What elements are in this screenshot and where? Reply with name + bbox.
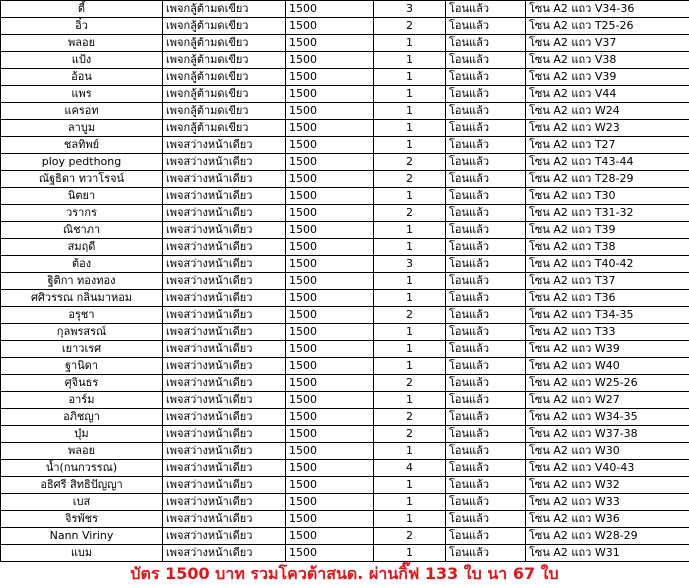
seat-cell[interactable]: โซน A2 แถว T38 (526, 239, 689, 256)
customer-name-cell[interactable]: ต้อง (1, 256, 163, 273)
page-name-cell[interactable]: เพจสว่างหน้าเดียว (163, 239, 286, 256)
quantity-cell[interactable]: 4 (374, 460, 446, 477)
quantity-cell[interactable]: 3 (374, 256, 446, 273)
page-name-cell[interactable]: เพจกลู้ต้ามดเขียว (163, 35, 286, 52)
price-cell[interactable]: 1500 (286, 188, 374, 205)
payment-status-cell[interactable]: โอนแล้ว (446, 443, 526, 460)
customer-name-cell[interactable]: ตี้ (1, 1, 163, 18)
price-cell[interactable]: 1500 (286, 545, 374, 562)
quantity-cell[interactable]: 2 (374, 409, 446, 426)
price-cell[interactable]: 1500 (286, 307, 374, 324)
quantity-cell[interactable]: 1 (374, 273, 446, 290)
seat-cell[interactable]: โซน A2 แถว W32 (526, 477, 689, 494)
payment-status-cell[interactable]: โอนแล้ว (446, 222, 526, 239)
quantity-cell[interactable]: 1 (374, 392, 446, 409)
customer-name-cell[interactable]: ลาบูม (1, 120, 163, 137)
table-row (1, 18, 689, 35)
payment-status-cell[interactable]: โอนแล้ว (446, 103, 526, 120)
page-name-cell[interactable]: เพจสว่างหน้าเดียว (163, 392, 286, 409)
price-cell[interactable]: 1500 (286, 171, 374, 188)
payment-status-cell[interactable]: โอนแล้ว (446, 545, 526, 562)
customer-name-cell[interactable]: พลอย (1, 443, 163, 460)
quantity-cell[interactable]: 1 (374, 137, 446, 154)
page-name-cell[interactable]: เพจสว่างหน้าเดียว (163, 205, 286, 222)
price-cell[interactable]: 1500 (286, 494, 374, 511)
payment-status-cell[interactable]: โอนแล้ว (446, 528, 526, 545)
page-name-cell[interactable]: เพจสว่างหน้าเดียว (163, 137, 286, 154)
price-cell[interactable]: 1500 (286, 18, 374, 35)
table-row (1, 35, 689, 52)
seat-cell[interactable]: โซน A2 แถว T28-29 (526, 171, 689, 188)
customer-name-cell[interactable]: บุ๋ม (1, 426, 163, 443)
payment-status-cell[interactable]: โอนแล้ว (446, 188, 526, 205)
table-row (1, 426, 689, 443)
customer-name-cell[interactable]: นิตยา (1, 188, 163, 205)
seat-cell[interactable]: โซน A2 แถว V44 (526, 86, 689, 103)
table-row (1, 120, 689, 137)
customer-name-cell[interactable]: กุลพรสรณ์ (1, 324, 163, 341)
table-row (1, 69, 689, 86)
seat-cell[interactable]: โซน A2 แถว W23 (526, 120, 689, 137)
price-cell[interactable]: 1500 (286, 69, 374, 86)
page-name-cell[interactable]: เพจสว่างหน้าเดียว (163, 477, 286, 494)
table-row (1, 375, 689, 392)
customer-name-cell[interactable]: ศศิวรรณ กลิ่นมาหอม (1, 290, 163, 307)
quantity-cell[interactable]: 1 (374, 222, 446, 239)
table-row (1, 409, 689, 426)
price-cell[interactable]: 1500 (286, 1, 374, 18)
price-cell[interactable]: 1500 (286, 358, 374, 375)
page-name-cell[interactable]: เพจสว่างหน้าเดียว (163, 511, 286, 528)
price-cell[interactable]: 1500 (286, 256, 374, 273)
table-row (1, 188, 689, 205)
payment-status-cell[interactable]: โอนแล้ว (446, 409, 526, 426)
seat-cell[interactable]: โซน A2 แถว T31-32 (526, 205, 689, 222)
quantity-cell[interactable]: 1 (374, 494, 446, 511)
table-row (1, 222, 689, 239)
table-row (1, 290, 689, 307)
seat-cell[interactable]: โซน A2 แถว T27 (526, 137, 689, 154)
seat-cell[interactable]: โซน A2 แถว W39 (526, 341, 689, 358)
customer-name-cell[interactable]: อภิชญา (1, 409, 163, 426)
payment-status-cell[interactable]: โอนแล้ว (446, 392, 526, 409)
page-name-cell[interactable]: เพจสว่างหน้าเดียว (163, 375, 286, 392)
seat-cell[interactable]: โซน A2 แถว T39 (526, 222, 689, 239)
seat-cell[interactable]: โซน A2 แถว T40-42 (526, 256, 689, 273)
customer-name-cell[interactable]: อิ๋ว (1, 18, 163, 35)
page-name-cell[interactable]: เพจสว่างหน้าเดียว (163, 494, 286, 511)
payment-status-cell[interactable]: โอนแล้ว (446, 324, 526, 341)
summary-footer: บัตร 1500 บาท รวมโควต้าสนด. ผ่านกิ๊ฟ 133 ใบ นา 67 ใบ (0, 562, 689, 586)
payment-status-cell[interactable]: โอนแล้ว (446, 205, 526, 222)
customer-name-cell[interactable]: ณัฐธิดา ทวาโรจน์ (1, 171, 163, 188)
quantity-cell[interactable]: 1 (374, 443, 446, 460)
seat-cell[interactable]: โซน A2 แถว T36 (526, 290, 689, 307)
customer-name-cell[interactable]: แครอท (1, 103, 163, 120)
page-name-cell[interactable]: เพจสว่างหน้าเดียว (163, 324, 286, 341)
price-cell[interactable]: 1500 (286, 460, 374, 477)
page-name-cell[interactable]: เพจสว่างหน้าเดียว (163, 256, 286, 273)
payment-status-cell[interactable]: โอนแล้ว (446, 273, 526, 290)
quantity-cell[interactable]: 3 (374, 1, 446, 18)
table-row (1, 511, 689, 528)
seat-cell[interactable]: โซน A2 แถว V40-43 (526, 460, 689, 477)
customer-name-cell[interactable]: ศุจินธร (1, 375, 163, 392)
page-name-cell[interactable]: เพจสว่างหน้าเดียว (163, 273, 286, 290)
table-row (1, 52, 689, 69)
quantity-cell[interactable]: 2 (374, 307, 446, 324)
table-row (1, 494, 689, 511)
seat-cell[interactable]: โซน A2 แถว W24 (526, 103, 689, 120)
page-name-cell[interactable]: เพจสว่างหน้าเดียว (163, 341, 286, 358)
payment-status-cell[interactable]: โอนแล้ว (446, 290, 526, 307)
quantity-cell[interactable]: 1 (374, 477, 446, 494)
page-name-cell[interactable]: เพจกลู้ต้ามดเขียว (163, 52, 286, 69)
price-cell[interactable]: 1500 (286, 222, 374, 239)
seat-cell[interactable]: โซน A2 แถว W27 (526, 392, 689, 409)
payment-status-cell[interactable]: โอนแล้ว (446, 358, 526, 375)
quantity-cell[interactable]: 2 (374, 426, 446, 443)
customer-name-cell[interactable]: ฐานิดา (1, 358, 163, 375)
table-row (1, 460, 689, 477)
payment-status-cell[interactable]: โอนแล้ว (446, 477, 526, 494)
quantity-cell[interactable]: 1 (374, 511, 446, 528)
seat-cell[interactable]: โซน A2 แถว V34-36 (526, 1, 689, 18)
table-row (1, 392, 689, 409)
table-row (1, 307, 689, 324)
seat-cell[interactable]: โซน A2 แถว T30 (526, 188, 689, 205)
table-row (1, 528, 689, 545)
quantity-cell[interactable]: 1 (374, 52, 446, 69)
payment-status-cell[interactable]: โอนแล้ว (446, 69, 526, 86)
price-cell[interactable]: 1500 (286, 528, 374, 545)
table-row (1, 477, 689, 494)
table-row (1, 545, 689, 562)
seat-cell[interactable]: โซน A2 แถว W28-29 (526, 528, 689, 545)
seat-cell[interactable]: โซน A2 แถว T25-26 (526, 18, 689, 35)
payment-status-cell[interactable]: โอนแล้ว (446, 426, 526, 443)
page-name-cell[interactable]: เพจสว่างหน้าเดียว (163, 460, 286, 477)
customer-name-cell[interactable]: แบม (1, 545, 163, 562)
quantity-cell[interactable]: 1 (374, 69, 446, 86)
table-row (1, 86, 689, 103)
customer-name-cell[interactable]: แพร (1, 86, 163, 103)
quantity-cell[interactable]: 1 (374, 188, 446, 205)
page-name-cell[interactable]: เพจสว่างหน้าเดียว (163, 171, 286, 188)
payment-status-cell[interactable]: โอนแล้ว (446, 341, 526, 358)
quantity-cell[interactable]: 2 (374, 154, 446, 171)
payment-status-cell[interactable]: โอนแล้ว (446, 171, 526, 188)
customer-name-cell[interactable]: น้ำ(กนกวรรณ) (1, 460, 163, 477)
seat-cell[interactable]: โซน A2 แถว T43-44 (526, 154, 689, 171)
quantity-cell[interactable]: 2 (374, 528, 446, 545)
seat-cell[interactable]: โซน A2 แถว T34-35 (526, 307, 689, 324)
payment-status-cell[interactable]: โอนแล้ว (446, 18, 526, 35)
page-name-cell[interactable]: เพจกลู้ต้ามดเขียว (163, 103, 286, 120)
seat-cell[interactable]: โซน A2 แถว V38 (526, 52, 689, 69)
customer-name-cell[interactable]: อาร์ม (1, 392, 163, 409)
table-row (1, 1, 689, 18)
seat-cell[interactable]: โซน A2 แถว W25-26 (526, 375, 689, 392)
page-name-cell[interactable]: เพจสว่างหน้าเดียว (163, 443, 286, 460)
quantity-cell[interactable]: 1 (374, 324, 446, 341)
seat-cell[interactable]: โซน A2 แถว W31 (526, 545, 689, 562)
payment-status-cell[interactable]: โอนแล้ว (446, 307, 526, 324)
quantity-cell[interactable]: 2 (374, 205, 446, 222)
seat-cell[interactable]: โซน A2 แถว V37 (526, 35, 689, 52)
page-name-cell[interactable]: เพจสว่างหน้าเดียว (163, 545, 286, 562)
table-row (1, 358, 689, 375)
payment-status-cell[interactable]: โอนแล้ว (446, 120, 526, 137)
customer-name-cell[interactable]: จิรพัชร (1, 511, 163, 528)
page-name-cell[interactable]: เพจกลู้ต้ามดเขียว (163, 18, 286, 35)
payment-status-cell[interactable]: โอนแล้ว (446, 511, 526, 528)
table-row (1, 171, 689, 188)
table-row (1, 273, 689, 290)
customer-name-cell[interactable]: อ้อน (1, 69, 163, 86)
payment-status-cell[interactable]: โอนแล้ว (446, 494, 526, 511)
quantity-cell[interactable]: 2 (374, 171, 446, 188)
quantity-cell[interactable]: 1 (374, 239, 446, 256)
price-cell[interactable]: 1500 (286, 120, 374, 137)
page-name-cell[interactable]: เพจสว่างหน้าเดียว (163, 222, 286, 239)
page-name-cell[interactable]: เพจสว่างหน้าเดียว (163, 426, 286, 443)
price-cell[interactable]: 1500 (286, 443, 374, 460)
customer-name-cell[interactable]: Nann Viriny (1, 528, 163, 545)
price-cell[interactable]: 1500 (286, 341, 374, 358)
price-cell[interactable]: 1500 (286, 205, 374, 222)
customer-name-cell[interactable]: อรุชา (1, 307, 163, 324)
price-cell[interactable]: 1500 (286, 290, 374, 307)
payment-status-cell[interactable]: โอนแล้ว (446, 86, 526, 103)
table-row (1, 239, 689, 256)
page-name-cell[interactable]: เพจกลู้ต้ามดเขียว (163, 69, 286, 86)
price-cell[interactable]: 1500 (286, 52, 374, 69)
quantity-cell[interactable]: 1 (374, 86, 446, 103)
page-name-cell[interactable]: เพจสว่างหน้าเดียว (163, 290, 286, 307)
seat-cell[interactable]: โซน A2 แถว W36 (526, 511, 689, 528)
payment-status-cell[interactable]: โอนแล้ว (446, 35, 526, 52)
customer-name-cell[interactable]: พลอย (1, 35, 163, 52)
table-row (1, 256, 689, 273)
payment-status-cell[interactable]: โอนแล้ว (446, 460, 526, 477)
seat-cell[interactable]: โซน A2 แถว V39 (526, 69, 689, 86)
payment-status-cell[interactable]: โอนแล้ว (446, 1, 526, 18)
page-name-cell[interactable]: เพจกลู้ต้ามดเขียว (163, 120, 286, 137)
price-cell[interactable]: 1500 (286, 154, 374, 171)
seat-cell[interactable]: โซน A2 แถว W40 (526, 358, 689, 375)
customer-name-cell[interactable]: เบส (1, 494, 163, 511)
page-name-cell[interactable]: เพจสว่างหน้าเดียว (163, 307, 286, 324)
customer-name-cell[interactable]: ณิชาภา (1, 222, 163, 239)
price-cell[interactable]: 1500 (286, 392, 374, 409)
seat-cell[interactable]: โซน A2 แถว W34-35 (526, 409, 689, 426)
price-cell[interactable]: 1500 (286, 511, 374, 528)
payment-status-cell[interactable]: โอนแล้ว (446, 154, 526, 171)
price-cell[interactable]: 1500 (286, 86, 374, 103)
page-name-cell[interactable]: เพจสว่างหน้าเดียว (163, 188, 286, 205)
table-body (1, 1, 689, 562)
price-cell[interactable]: 1500 (286, 324, 374, 341)
table-row (1, 205, 689, 222)
price-cell[interactable]: 1500 (286, 375, 374, 392)
table-row (1, 137, 689, 154)
page-name-cell[interactable]: เพจกลู้ต้ามดเขียว (163, 1, 286, 18)
page-name-cell[interactable]: เพจสว่างหน้าเดียว (163, 528, 286, 545)
quantity-cell[interactable]: 1 (374, 290, 446, 307)
quantity-cell[interactable]: 1 (374, 358, 446, 375)
quantity-cell[interactable]: 2 (374, 18, 446, 35)
seat-cell[interactable]: โซน A2 แถว W33 (526, 494, 689, 511)
table-row (1, 103, 689, 120)
payment-status-cell[interactable]: โอนแล้ว (446, 256, 526, 273)
customer-name-cell[interactable]: แป้ง (1, 52, 163, 69)
payment-status-cell[interactable]: โอนแล้ว (446, 239, 526, 256)
price-cell[interactable]: 1500 (286, 477, 374, 494)
seat-cell[interactable]: โซน A2 แถว T37 (526, 273, 689, 290)
customer-name-cell[interactable]: ploy pedthong (1, 154, 163, 171)
customer-name-cell[interactable]: วรากร (1, 205, 163, 222)
quantity-cell[interactable]: 2 (374, 375, 446, 392)
page-name-cell[interactable]: เพจกลู้ต้ามดเขียว (163, 86, 286, 103)
table-row (1, 443, 689, 460)
payment-status-cell[interactable]: โอนแล้ว (446, 137, 526, 154)
quantity-cell[interactable]: 1 (374, 341, 446, 358)
page-name-cell[interactable]: เพจสว่างหน้าเดียว (163, 154, 286, 171)
seat-cell[interactable]: โซน A2 แถว W30 (526, 443, 689, 460)
price-cell[interactable]: 1500 (286, 103, 374, 120)
price-cell[interactable]: 1500 (286, 409, 374, 426)
page-name-cell[interactable]: เพจสว่างหน้าเดียว (163, 358, 286, 375)
price-cell[interactable]: 1500 (286, 35, 374, 52)
seat-cell[interactable]: โซน A2 แถว T33 (526, 324, 689, 341)
payment-status-cell[interactable]: โอนแล้ว (446, 375, 526, 392)
customer-name-cell[interactable]: สมฤดี (1, 239, 163, 256)
quantity-cell[interactable]: 1 (374, 103, 446, 120)
price-cell[interactable]: 1500 (286, 273, 374, 290)
quantity-cell[interactable]: 1 (374, 545, 446, 562)
quantity-cell[interactable]: 1 (374, 35, 446, 52)
customer-name-cell[interactable]: ชลทิพย์ (1, 137, 163, 154)
price-cell[interactable]: 1500 (286, 239, 374, 256)
seat-cell[interactable]: โซน A2 แถว W37-38 (526, 426, 689, 443)
customer-name-cell[interactable]: เยาวเรศ (1, 341, 163, 358)
customer-name-cell[interactable]: อธิศรี สิทธิปัญญา (1, 477, 163, 494)
page-name-cell[interactable]: เพจสว่างหน้าเดียว (163, 409, 286, 426)
price-cell[interactable]: 1500 (286, 137, 374, 154)
table-row (1, 154, 689, 171)
payment-status-cell[interactable]: โอนแล้ว (446, 52, 526, 69)
price-cell[interactable]: 1500 (286, 426, 374, 443)
table-row (1, 341, 689, 358)
customer-name-cell[interactable]: ฐิติกา ทองทอง (1, 273, 163, 290)
quantity-cell[interactable]: 1 (374, 120, 446, 137)
table-row (1, 324, 689, 341)
